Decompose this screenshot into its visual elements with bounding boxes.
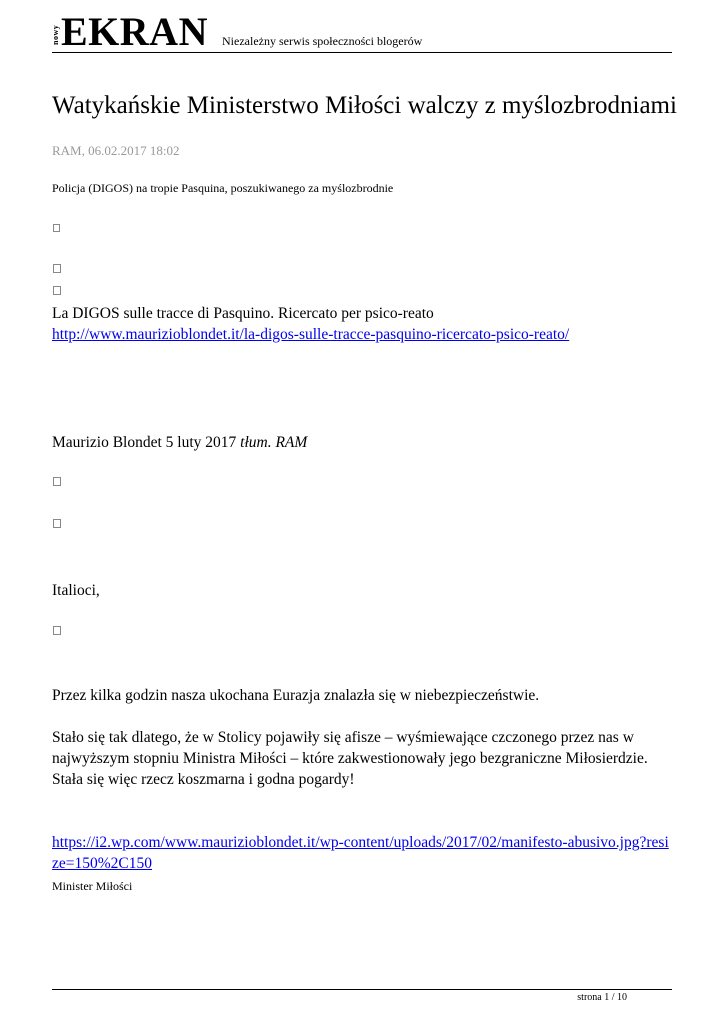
- source-title: La DIGOS sulle tracce di Pasquino. Ricercato per psico-reato: [52, 305, 434, 322]
- byline: [52, 432, 307, 453]
- logo-small-text: nowy: [51, 24, 60, 46]
- image-caption: Minister Miłości: [52, 879, 133, 893]
- paragraph-greeting: Italioci,: [52, 582, 100, 599]
- site-header: [51, 9, 672, 54]
- missing-image-icon: [53, 224, 60, 232]
- site-logo[interactable]: [51, 9, 208, 54]
- article-title: Watykańskie Ministerstwo Miłości walczy z myślozbrodniami: [52, 92, 677, 119]
- footer-divider: [52, 989, 672, 990]
- missing-image-icon: [53, 264, 61, 273]
- missing-image-icon: [53, 286, 61, 295]
- translator-credit: tłum. RAM: [240, 434, 308, 451]
- image-link[interactable]: https://i2.wp.com/www.maurizioblondet.it/wp-content/uploads/2017/02/manifesto-abusivo.jpg?resize=150%2C150: [52, 834, 669, 872]
- missing-image-icon: [53, 626, 61, 635]
- missing-image-icon: [53, 477, 61, 486]
- byline-text: Maurizio Blondet 5 luty 2017: [52, 434, 241, 451]
- page-number: strona 1 / 10: [577, 992, 627, 1003]
- logo-text: EKRAN: [61, 9, 208, 54]
- article-lead: Policja (DIGOS) na tropie Pasquina, poszukiwanego za myślozbrodnie: [52, 181, 394, 195]
- missing-image-icon: [53, 519, 61, 528]
- site-tagline: Niezależny serwis społeczności blogerów: [222, 34, 423, 48]
- source-link[interactable]: http://www.maurizioblondet.it/la-digos-sulle-tracce-pasquino-ricercato-psico-reato/: [52, 326, 570, 343]
- paragraph-1: Przez kilka godzin nasza ukochana Eurazja znalazła się w niebezpieczeństwie.: [52, 687, 540, 704]
- article-meta: RAM, 06.02.2017 18:02: [52, 143, 180, 158]
- paragraph-2: Stało się tak dlatego, że w Stolicy pojawiły się afisze – wyśmiewające czczonego przez nas w najwyższym stopniu Ministra Miłości – które zakwestionowały jego bezgraniczne Miłosierdzie. Stała się więc rzecz koszmarna i godna pogardy!: [52, 729, 648, 788]
